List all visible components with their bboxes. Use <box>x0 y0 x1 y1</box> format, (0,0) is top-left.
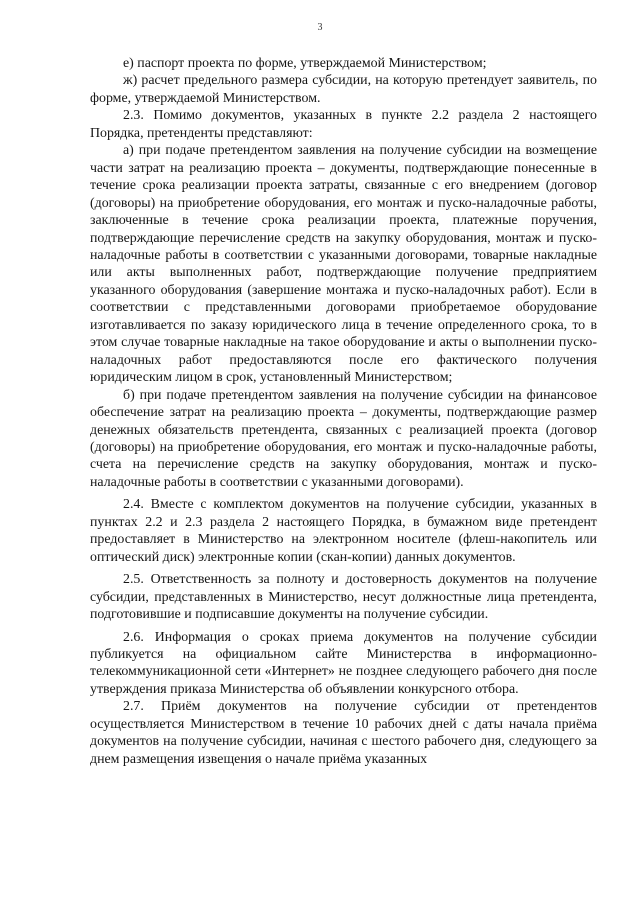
page-number: 3 <box>317 22 323 33</box>
paragraph-clause-2-7: 2.7. Приём документов на получение субсидии от претендентов осуществляется Министерством в течение 10 рабочих дней с даты начала приёма документов на получение субсидии, начиная с шестого рабочего дня, следующего за днем размещения извещения о начале приёма указанных <box>90 699 597 767</box>
paragraph-clause-2-4: 2.4. Вместе с комплектом документов на получение субсидии, указанных в пунктах 2.2 и 2.3 раздела 2 настоящего Порядка, в бумажном виде претендент предоставляет в Министерство на электронном носителе (флеш-накопитель или оптический диск) электронные копии (скан-копии) данных документов. <box>90 497 597 565</box>
document-body <box>90 55 597 768</box>
paragraph-item-b: б) при подаче претендентом заявления на получение субсидии на финансовое обеспечение затрат на реализацию проекта – документы, подтверждающие размер денежных обязательств претендента, связанных с реализацией проекта (договор (договоры) на приобретение оборудования, его монтаж и пуско-наладочные работы, счета на перечисление средств на закупку оборудования, монтаж и пуско-наладочные работы в соответствии с указанными договорами). <box>90 387 597 490</box>
paragraph-clause-2-5: 2.5. Ответственность за полноту и достоверность документов на получение субсидии, представленных в Министерство, несут должностные лица претендента, подготовившие и подписавшие документы на получение субсидии. <box>90 572 597 623</box>
paragraph-item-e: е) паспорт проекта по форме, утверждаемой Министерством; <box>123 56 487 71</box>
paragraph-item-a: а) при подаче претендентом заявления на получение субсидии на возмещение части затрат на реализацию проекта – документы, подтверждающие понесенные в течение срока реализации проекта затраты, связанные с его внедрением (договор (договоры) на приобретение оборудования, его монтаж и пуско-наладочные работы, заключенные в течение срока реализации проекта, платежные поручения, подтверждающие перечисление средств на закупку оборудования, монтаж и пуско-наладочные работы в соответствии с указанными договорами, товарные накладные или акты выполненных работ, подтверждающие получение предприятием указанного оборудования (завершение монтажа и пуско-наладочных работ). Если в соответствии с представленными договорами приобретаемое оборудование изготавливается по заказу юридического лица в течение определенного срока, то в этом случае товарные накладные на такое оборудование и акты о выполнении пуско-наладочных работ предоставляются после его фактического получения юридическим лицом в срок, установленный Министерством; <box>90 143 597 386</box>
paragraph-item-zh: ж) расчет предельного размера субсидии, на которую претендует заявитель, по форме, утверждаемой Министерством. <box>90 73 597 106</box>
paragraph-clause-2-6: 2.6. Информация о сроках приема документов на получение субсидии публикуется на официальном сайте Министерства в информационно-телекоммуникационной сети «Интернет» не позднее следующего рабочего дня после утверждения приказа Министерства об объявлении конкурсного отбора. <box>90 629 597 697</box>
paragraph-clause-2-3: 2.3. Помимо документов, указанных в пункте 2.2 раздела 2 настоящего Порядка, претенденты представляют: <box>90 108 597 141</box>
